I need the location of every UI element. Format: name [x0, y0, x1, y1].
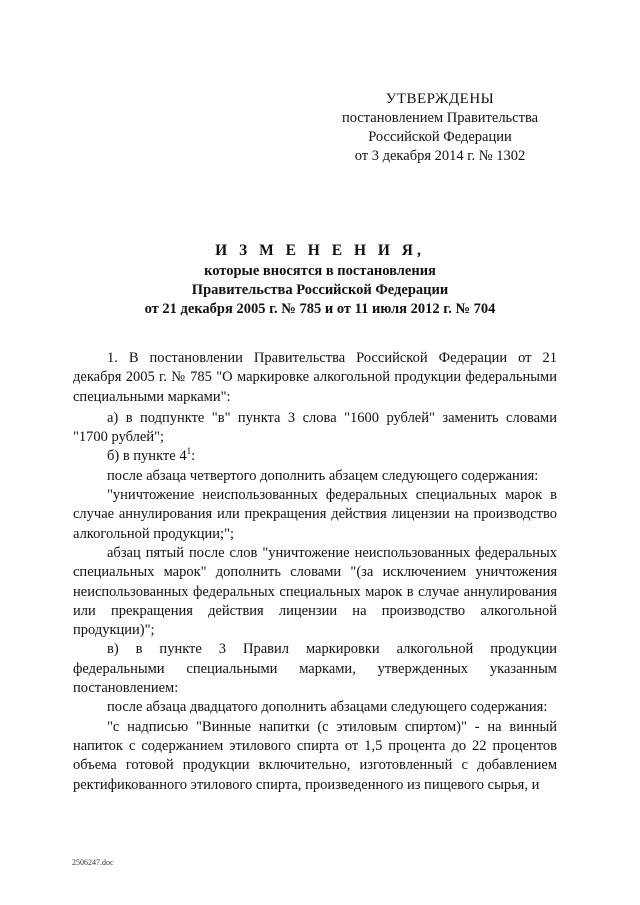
title-line-3: от 21 декабря 2005 г. № 785 и от 11 июля 2012 г. № 704: [144, 301, 496, 317]
paragraph-3-end: :: [191, 448, 196, 465]
paragraph-3-text: б) в пункте 4: [107, 448, 187, 465]
paragraph-3-superscript: 1: [186, 446, 192, 457]
approval-line-date: от 3 декабря 2014 г. № 1302: [354, 148, 526, 164]
paragraph-4: после абзаца четвертого дополнить абзацем следующего содержания:: [107, 467, 539, 484]
paragraph-5: "уничтожение неиспользованных федеральных специальных марок в случае аннулирования или прекращения действия лицензии на производство алкогольной продукции;";: [73, 487, 557, 542]
paragraph-1: 1. В постановлении Правительства Российской Федерации от 21 декабря 2005 г. № 785 "О маркировке алкогольной продукции федеральными специальными марками":: [73, 350, 557, 405]
approval-line-decree: постановлением Правительства: [341, 110, 539, 126]
approval-stamp: [330, 90, 550, 166]
paragraph-2: а) в подпункте "в" пункта 3 слова "1600 рублей" заменить словами "1700 рублей";: [73, 409, 557, 446]
title-heading: И З М Е Н Е Н И Я,: [215, 242, 425, 259]
paragraph-3: [73, 447, 557, 466]
paragraph-8: после абзаца двадцатого дополнить абзацами следующего содержания:: [107, 699, 548, 716]
title-line-1: которые вносятся в постановления: [204, 263, 436, 279]
paragraph-7: в) в пункте 3 Правил маркировки алкогольной продукции федеральными специальными марками, утвержденных указанным постановлением:: [73, 641, 557, 697]
paragraph-6: абзац пятый после слов "уничтожение неиспользованных федеральных специальных марок" дополнить словами "(за исключением уничтожения неиспользованных федеральных специальных марок в случае аннулирования или прекращения действия лицензии на производство алкогольной продукции)";: [73, 544, 557, 639]
document-title: [60, 241, 580, 319]
document-body: [73, 349, 557, 795]
approval-line-federation: Российской Федерации: [368, 129, 512, 145]
paragraph-9: "с надписью "Винные напитки (с этиловым спиртом)" - на винный напиток с содержанием этилового спирта от 1,5 процента до 22 процентов объема готовой продукции включительно, изготовленный с добавлением ректификованного этилового спирта, произведенного из пищевого сырья, и: [73, 718, 557, 793]
approval-heading: УТВЕРЖДЕНЫ: [385, 91, 495, 107]
footer-filename: 2506247.doc: [72, 858, 114, 867]
title-line-2: Правительства Российской Федерации: [191, 282, 449, 298]
